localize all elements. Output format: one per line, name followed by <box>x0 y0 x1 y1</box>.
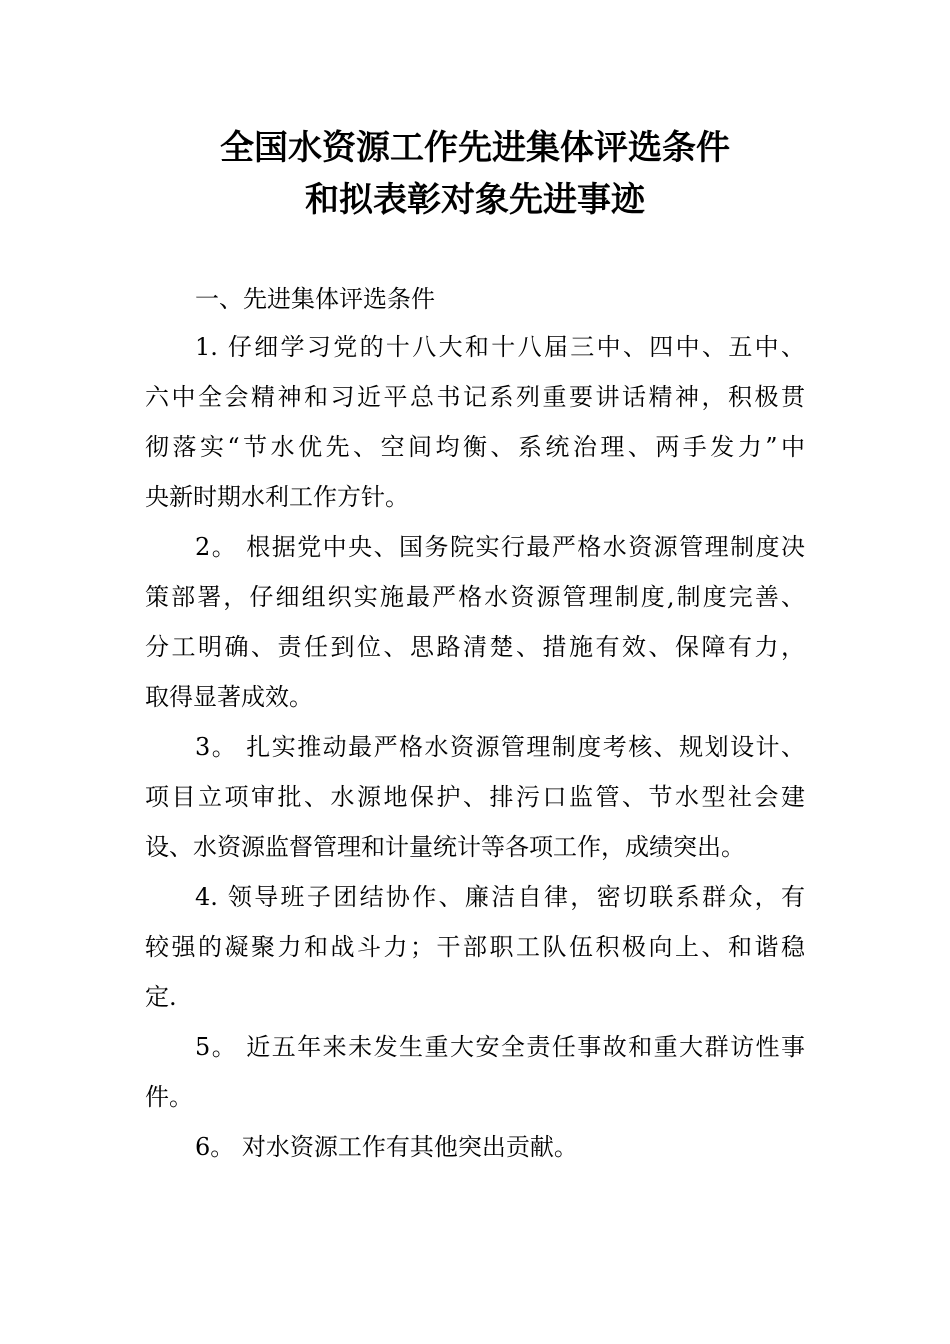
paragraph-line: 件。 <box>145 1083 193 1111</box>
criteria-item-1 <box>145 330 805 530</box>
criteria-item-4 <box>145 880 805 1030</box>
document-title-line-2: 和拟表彰对象先进事迹 <box>305 180 645 220</box>
paragraph-line: 5。 近五年来未发生重大安全责任事故和重大群访性事 <box>195 1033 805 1061</box>
criteria-item-6 <box>145 1130 805 1180</box>
criteria-item-5 <box>145 1030 805 1130</box>
section-heading: 一、先进集体评选条件 <box>195 285 435 313</box>
paragraph-line: 策部署，仔细组织实施最严格水资源管理制度,制度完善、 <box>145 583 805 611</box>
paragraph-line: 彻落实“节水优先、空间均衡、系统治理、两手发力”中 <box>145 433 805 461</box>
criteria-item-2 <box>145 530 805 730</box>
paragraph-line: 1. 仔细学习党的十八大和十八届三中、四中、五中、 <box>195 333 805 361</box>
paragraph-line: 2。 根据党中央、国务院实行最严格水资源管理制度决 <box>195 533 805 561</box>
paragraph-line: 4. 领导班子团结协作、廉洁自律，密切联系群众，有 <box>195 883 805 911</box>
paragraph-line: 较强的凝聚力和战斗力；干部职工队伍积极向上、和谐稳 <box>145 933 805 961</box>
paragraph-line: 6。 对水资源工作有其他突出贡献。 <box>195 1133 578 1161</box>
paragraph-line: 3。 扎实推动最严格水资源管理制度考核、规划设计、 <box>195 733 805 761</box>
document-title-line-1: 全国水资源工作先进集体评选条件 <box>220 128 730 168</box>
paragraph-line: 定. <box>145 983 177 1011</box>
paragraph-line: 项目立项审批、水源地保护、排污口监管、节水型社会建 <box>145 783 805 811</box>
paragraph-line: 设、水资源监督管理和计量统计等各项工作，成绩突出。 <box>145 833 745 861</box>
paragraph-line: 六中全会精神和习近平总书记系列重要讲话精神，积极贯 <box>145 383 805 411</box>
paragraph-line: 取得显著成效。 <box>145 683 313 711</box>
paragraph-line: 央新时期水利工作方针。 <box>145 483 409 511</box>
criteria-item-3 <box>145 730 805 880</box>
paragraph-line: 分工明确、责任到位、思路清楚、措施有效、保障有力， <box>145 633 805 661</box>
